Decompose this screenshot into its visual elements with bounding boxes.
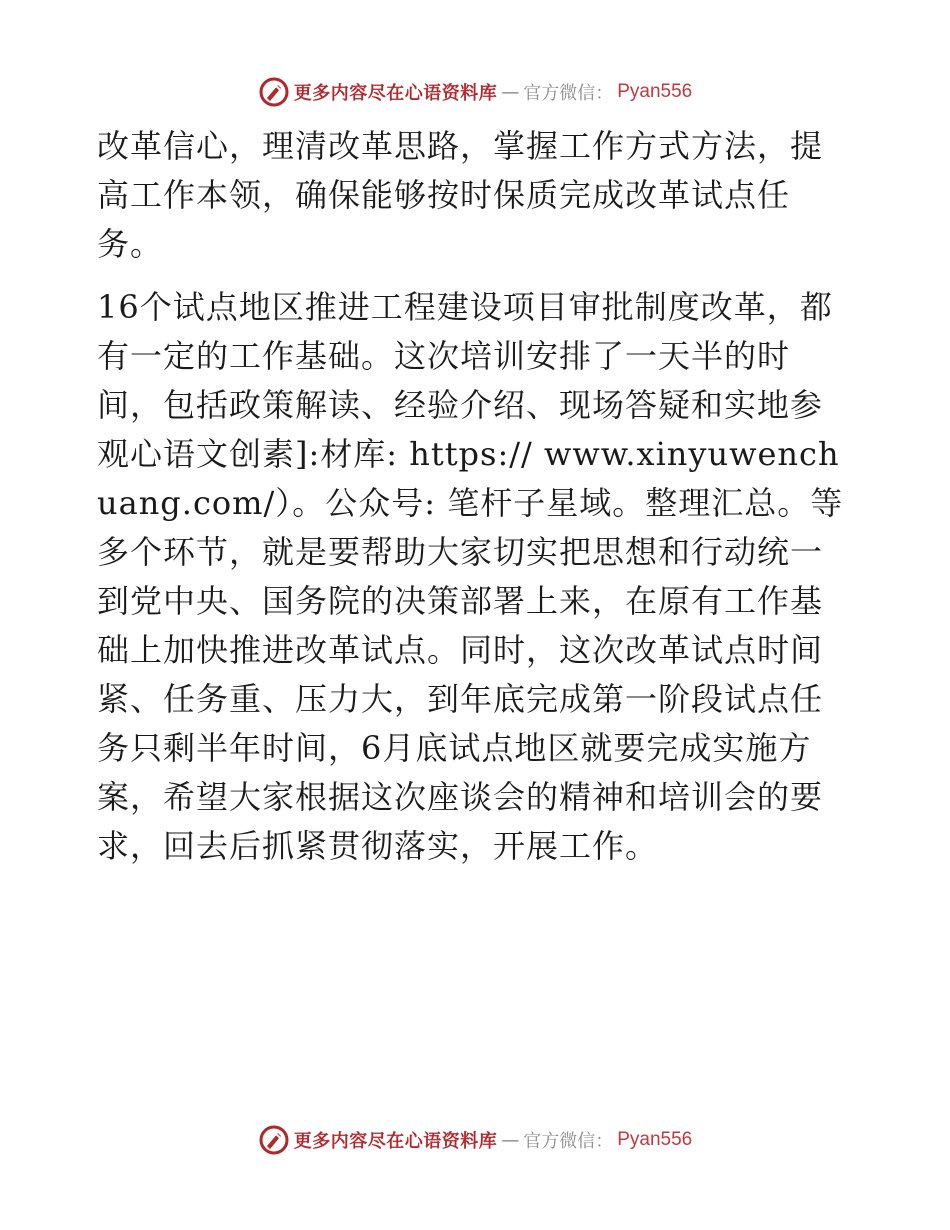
paragraph-2: 16个试点地区推进工程建设项目审批制度改革，都有一定的工作基础。这次培训安排了一天半的时间，包括政策解读、经验介绍、现场答疑和实地参观心语文创素]:材库: https:// www.xinyuwenchuang.com/）。公众号: 笔杆子星域。整理汇总。等多个环节，就是要帮助大家切实把思想和行动统一到党中央、国务院的决策部署上来，在原有工作基础上加快推进改革试点。同时，这次改革试点时间紧、任务重、压力大，到年底完成第一阶段试点任务只剩半年时间，6月底试点地区就要完成实施方案，希望大家根据这次座谈会的精神和培训会的要求，回去后抓紧贯彻落实，开展工作。	[97, 288, 844, 865]
header-separator: —	[501, 81, 520, 103]
footer-slogan: 更多内容尽在心语资料库	[293, 1131, 498, 1152]
header-wechat-label: 官方微信：	[523, 83, 614, 104]
header-slogan: 更多内容尽在心语资料库	[293, 83, 498, 104]
footer-wechat-id: Pyan556	[617, 1129, 693, 1150]
ribbon-logo-icon	[258, 76, 290, 108]
header-banner-inner	[258, 76, 693, 108]
header-wechat-id: Pyan556	[617, 81, 693, 102]
header-banner	[0, 72, 950, 112]
ribbon-logo-icon	[258, 1124, 290, 1156]
footer-wechat-label: 官方微信：	[523, 1131, 614, 1152]
footer-banner-inner	[258, 1124, 693, 1156]
document-body	[97, 122, 852, 871]
footer-banner	[0, 1120, 950, 1160]
footer-separator: —	[501, 1129, 520, 1151]
paragraph-1: 改革信心，理清改革思路，掌握工作方式方法，提高工作本领，确保能够按时保质完成改革试点任务。	[97, 127, 824, 263]
